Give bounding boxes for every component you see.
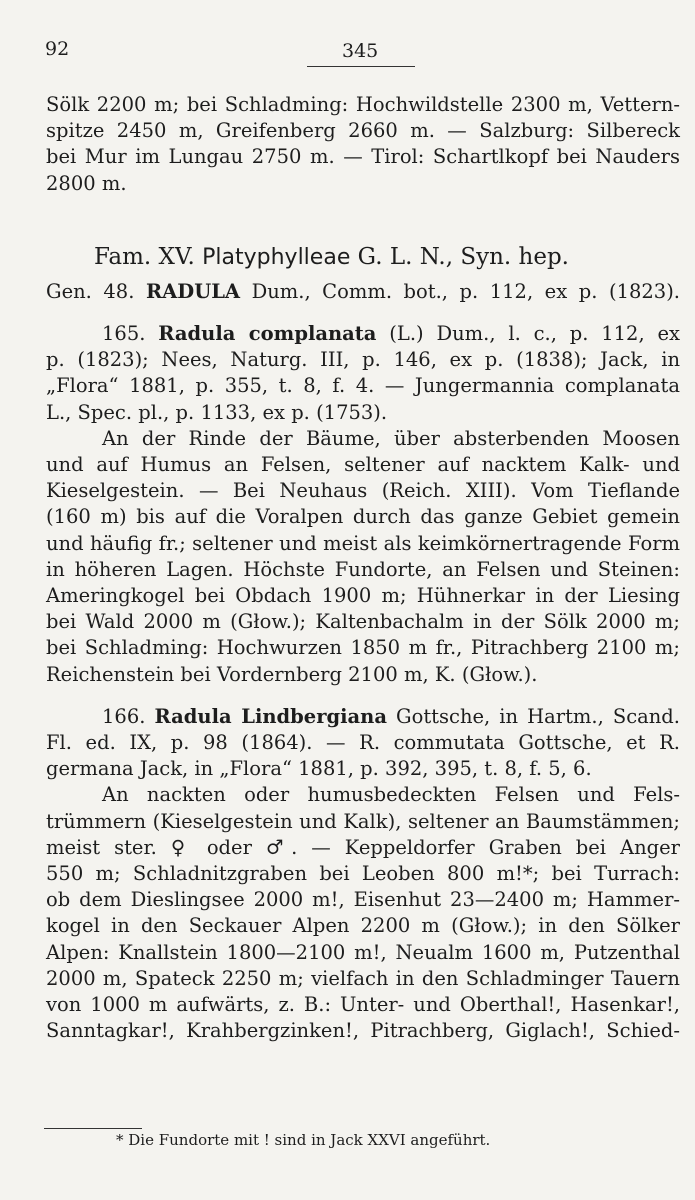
habitat-line: Kieselgestein. — Bei Neuhaus (Reich. XIII). Vom Tieflande [46, 479, 680, 503]
family-heading [46, 242, 680, 273]
sheet-number: 345 [342, 40, 379, 62]
species-entry-166 [46, 704, 680, 1045]
habitat-line: und auf Humus an Felsen, seltener auf nacktem Kalk- und [46, 453, 680, 477]
species-citation: (L.) Dum., l. c., p. 112, ex [389, 322, 681, 346]
text-line: 2800 m. [46, 171, 127, 195]
genus-prefix: Gen. 48. [46, 279, 135, 303]
habitat-line: 550 m; Schladnitzgraben bei Leoben 800 m!*; bei Turrach: [46, 862, 680, 886]
family-suffix: G. L. N., Syn. hep. [357, 243, 569, 270]
footnote-rule [44, 1128, 142, 1129]
species-citation: Gottsche, in Hartm., Scand. [396, 704, 680, 728]
habitat-line: An der Rinde der Bäume, über absterbenden Moosen [102, 426, 680, 450]
genus-suffix: Dum., Comm. bot., p. 112, ex p. (1823). [251, 279, 680, 303]
habitat-line: Reichenstein bei Vordernberg 2100 m, K. (Głow.). [46, 662, 538, 686]
citation-line: L., Spec. pl., p. 1133, ex p. (1753). [46, 400, 388, 424]
citation-line: p. (1823); Nees, Naturg. III, p. 146, ex p. (1838); Jack, in [46, 348, 680, 372]
habitat-line: Alpen: Knallstein 1800—2100 m!, Neualm 1600 m, Putzenthal [46, 940, 680, 964]
habitat-line: meist ster. ♀ oder ♂. — Keppeldorfer Graben bei Anger [46, 835, 680, 859]
header-rule [307, 66, 415, 67]
genus-heading [46, 279, 680, 305]
intro-paragraph [46, 92, 680, 197]
citation-line: germana Jack, in „Flora“ 1881, p. 392, 395, t. 8, f. 5, 6. [46, 757, 592, 781]
page-header [40, 38, 655, 68]
footnote: * Die Fundorte mit ! sind in Jack XXVI angeführt. [116, 1131, 491, 1149]
citation-line: Fl. ed. IX, p. 98 (1864). — R. commutata Gottsche, et R. [46, 731, 680, 755]
habitat-line: kogel in den Seckauer Alpen 2200 m (Głow.); in den Sölker [46, 914, 680, 938]
habitat-line: An nackten oder humusbedeckten Felsen und Fels- [102, 783, 680, 807]
habitat-line: in höheren Lagen. Höchste Fundorte, an Felsen und Steinen: [46, 557, 680, 581]
species-name: Radula Lindbergiana [154, 704, 387, 728]
habitat-line: (160 m) bis auf die Voralpen durch das ganze Gebiet gemein [46, 505, 680, 529]
page-number: 92 [45, 38, 70, 60]
species-number: 165. [102, 322, 146, 346]
habitat-line: Sanntagkar!, Krahbergzinken!, Pitrachberg, Giglach!, Schied- [46, 1019, 680, 1043]
habitat-line: 2000 m, Spateck 2250 m; vielfach in den Schladminger Tauern [46, 966, 680, 990]
genus-name: RADULA [145, 279, 241, 303]
habitat-line: bei Wald 2000 m (Głow.); Kaltenbachalm in der Sölk 2000 m; [46, 610, 680, 634]
text-line: bei Mur im Lungau 2750 m. — Tirol: Schartlkopf bei Nauders [46, 145, 680, 169]
habitat-line: trümmern (Kieselgestein und Kalk), seltener an Baumstämmen; [46, 809, 680, 833]
page-body [46, 92, 680, 1045]
text-line: Sölk 2200 m; bei Schladming: Hochwildstelle 2300 m, Vettern- [46, 93, 680, 116]
text-line: spitze 2450 m, Greifenberg 2660 m. — Salzburg: Silbereck [46, 119, 680, 143]
family-name: Platyphylleae [202, 244, 351, 270]
species-number: 166. [102, 704, 146, 728]
species-entry-165 [46, 321, 680, 688]
habitat-line: und häufig fr.; seltener und meist als keimkörnertragende Form [46, 531, 680, 555]
citation-line: „Flora“ 1881, p. 355, t. 8, f. 4. — Jungermannia complanata [46, 374, 680, 398]
habitat-line: ob dem Dieslingsee 2000 m!, Eisenhut 23—2400 m; Hammer- [46, 888, 680, 912]
species-title-line [46, 704, 680, 730]
species-title-line [46, 321, 680, 347]
species-name: Radula complanata [158, 322, 377, 346]
habitat-line: von 1000 m aufwärts, z. B.: Unter- und Oberthal!, Hasenkar!, [46, 993, 680, 1017]
habitat-line: Ameringkogel bei Obdach 1900 m; Hühnerkar in der Liesing [46, 584, 680, 608]
family-prefix: Fam. XV. [94, 243, 195, 270]
habitat-line: bei Schladming: Hochwurzen 1850 m fr., Pitrachberg 2100 m; [46, 636, 680, 660]
